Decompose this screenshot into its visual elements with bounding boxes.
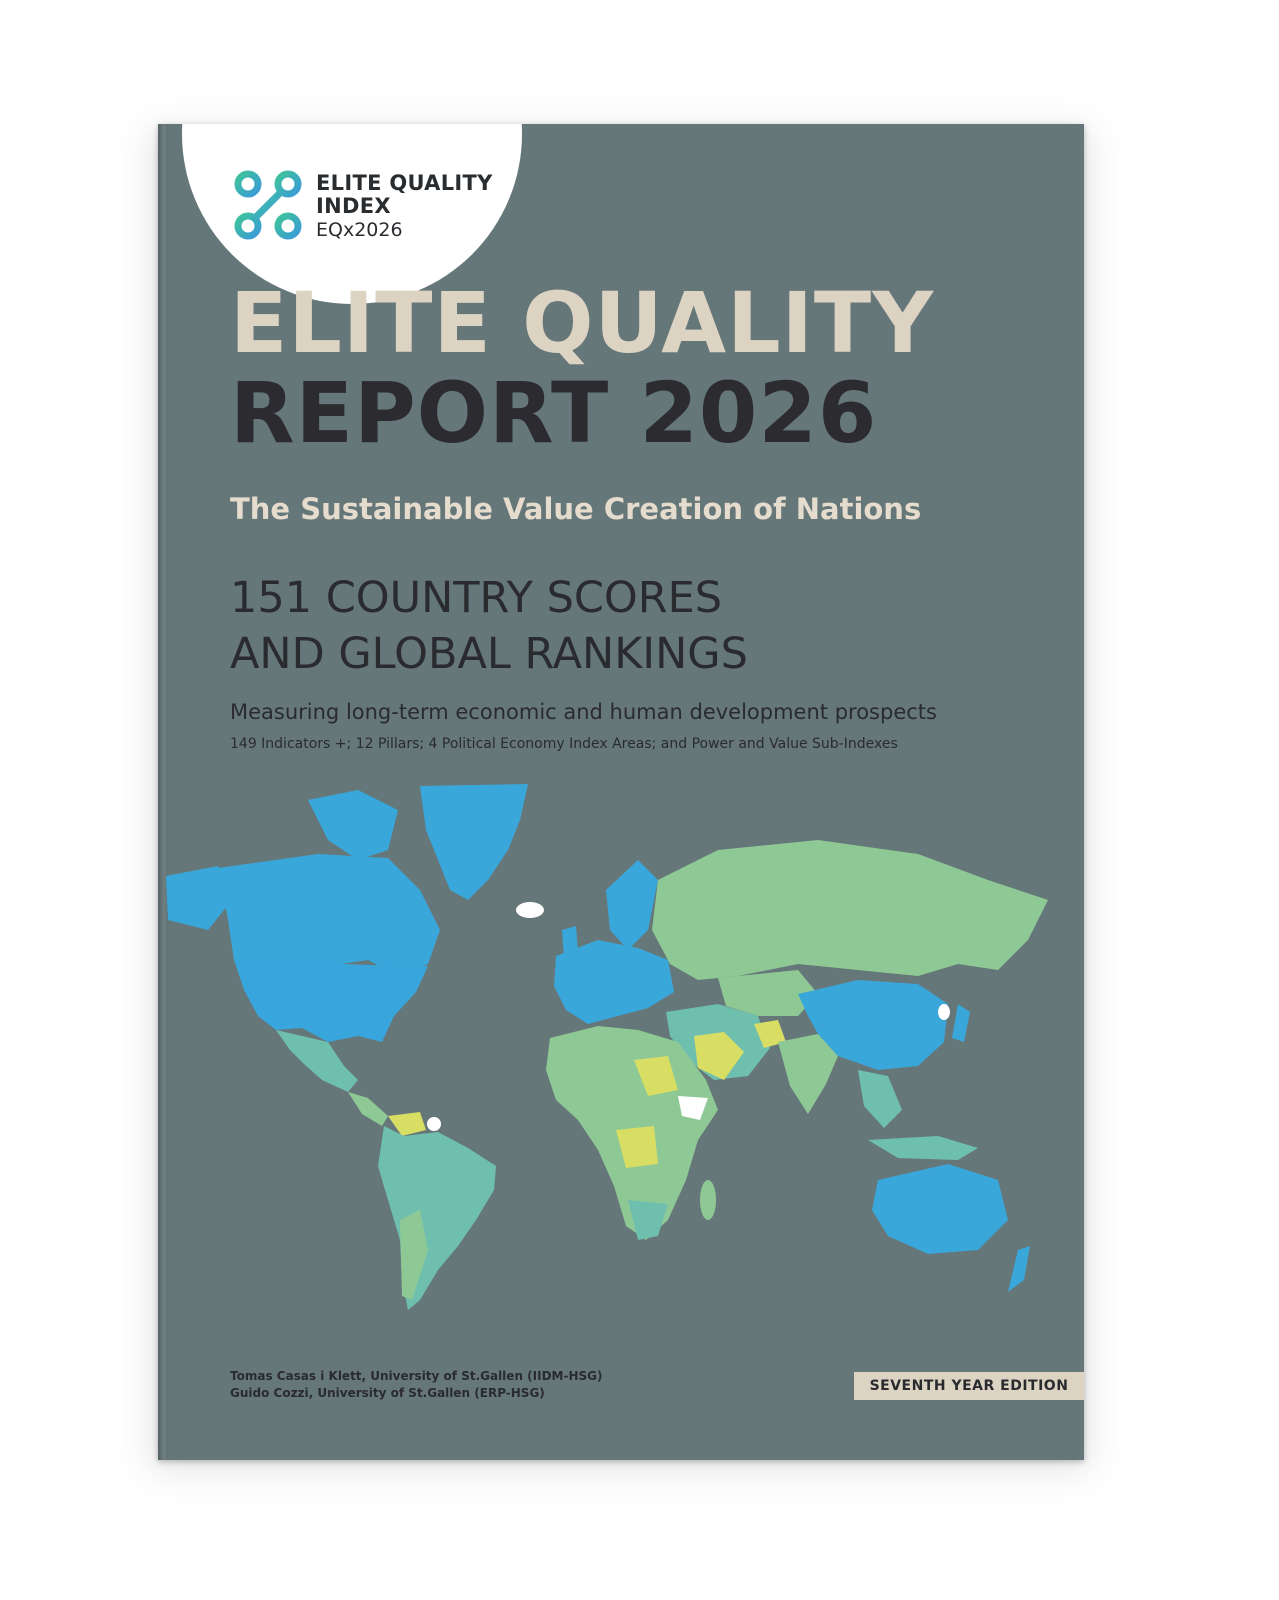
map-south-america [378,1126,496,1310]
book-cover [158,124,1084,1460]
map-new-zealand [1008,1246,1030,1292]
title-line-2: REPORT 2026 [230,364,878,462]
map-japan [952,1004,970,1042]
map-mexico [276,1030,358,1092]
map-arctic-islands [308,790,398,860]
map-guyana [427,1117,441,1131]
map-scandinavia [606,860,658,950]
map-greenland [420,784,528,900]
headline [230,570,748,682]
linked-nodes-icon [232,168,306,244]
indicators-line: 149 Indicators +; 12 Pillars; 4 Political Economy Index Areas; and Power and Value Sub-Indexes [230,736,898,752]
map-iceland [516,902,544,918]
map-canada [218,854,440,976]
map-madagascar [700,1180,716,1220]
authors [230,1368,602,1402]
author-1: Tomas Casas i Klett, University of St.Gallen (IIDM-HSG) [230,1369,603,1383]
map-central-america [348,1092,388,1126]
logo-wordmark [316,172,493,242]
map-south-africa [628,1200,668,1240]
map-indonesia [868,1136,978,1160]
logo-line-3: EQx2026 [316,219,403,241]
author-2: Guido Cozzi, University of St.Gallen (ERP-HSG) [230,1386,545,1400]
map-uk [562,926,578,956]
map-australia [872,1164,1008,1254]
world-map [158,780,1084,1320]
logo-line-1: ELITE QUALITY [316,171,493,195]
title-line-1: ELITE QUALITY [230,274,935,372]
logo-line-2: INDEX [316,194,391,218]
tagline: Measuring long-term economic and human development prospects [230,700,937,724]
headline-line-1: 151 COUNTRY SCORES [230,573,723,623]
map-southeast-asia [858,1070,902,1128]
map-korea [938,1004,950,1020]
edition-label: SEVENTH YEAR EDITION [854,1372,1084,1400]
headline-line-2: AND GLOBAL RANKINGS [230,629,748,679]
map-russia [652,840,1048,980]
subtitle: The Sustainable Value Creation of Nations [230,492,922,526]
map-usa [234,960,428,1042]
